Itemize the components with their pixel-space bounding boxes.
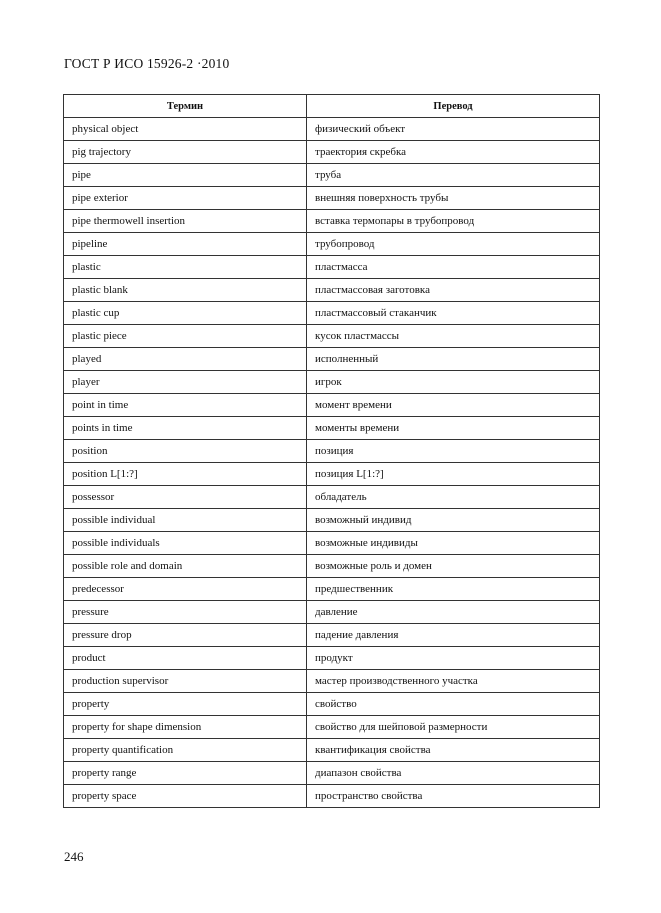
translation-cell: предшественник [307, 578, 600, 601]
term-cell: property quantification [64, 739, 307, 762]
term-cell: possible individuals [64, 532, 307, 555]
translation-cell: моменты времени [307, 417, 600, 440]
term-cell: possible role and domain [64, 555, 307, 578]
term-cell: points in time [64, 417, 307, 440]
document-header: ГОСТ Р ИСО 15926-2 ·2010 [64, 56, 230, 71]
table-row [64, 555, 600, 578]
table-row [64, 164, 600, 187]
table-row [64, 578, 600, 601]
table-row [64, 371, 600, 394]
term-cell: pig trajectory [64, 141, 307, 164]
term-cell: property space [64, 785, 307, 808]
translation-cell: вставка термопары в трубопровод [307, 210, 600, 233]
table-row [64, 233, 600, 256]
table-row [64, 693, 600, 716]
term-cell: production supervisor [64, 670, 307, 693]
translation-cell: квантификация свойства [307, 739, 600, 762]
term-cell: product [64, 647, 307, 670]
term-cell: possible individual [64, 509, 307, 532]
table-row [64, 256, 600, 279]
table-row [64, 141, 600, 164]
translation-cell: падение давления [307, 624, 600, 647]
translation-cell: траектория скребка [307, 141, 600, 164]
table-row [64, 325, 600, 348]
translation-cell: диапазон свойства [307, 762, 600, 785]
term-cell: plastic piece [64, 325, 307, 348]
table-row [64, 647, 600, 670]
term-cell: pipe [64, 164, 307, 187]
term-cell: position [64, 440, 307, 463]
term-cell: physical object [64, 118, 307, 141]
translation-cell: кусок пластмассы [307, 325, 600, 348]
term-cell: player [64, 371, 307, 394]
translation-cell: давление [307, 601, 600, 624]
table-row [64, 601, 600, 624]
table-row [64, 348, 600, 371]
column-header-term: Термин [64, 95, 307, 118]
translation-cell: пластмассовый стаканчик [307, 302, 600, 325]
table-row [64, 785, 600, 808]
translation-cell: возможные индивиды [307, 532, 600, 555]
translation-cell: позиция L[1:?] [307, 463, 600, 486]
table-row [64, 486, 600, 509]
term-cell: played [64, 348, 307, 371]
translation-cell: свойство для шейповой размерности [307, 716, 600, 739]
term-cell: pressure [64, 601, 307, 624]
table-row [64, 624, 600, 647]
table-row [64, 118, 600, 141]
term-cell: pipe exterior [64, 187, 307, 210]
translation-cell: момент времени [307, 394, 600, 417]
translation-cell: труба [307, 164, 600, 187]
translation-cell: пластмасса [307, 256, 600, 279]
table-row [64, 302, 600, 325]
term-cell: plastic [64, 256, 307, 279]
table-row [64, 417, 600, 440]
term-cell: property range [64, 762, 307, 785]
translation-cell: обладатель [307, 486, 600, 509]
table-row [64, 716, 600, 739]
table-row [64, 762, 600, 785]
translation-cell: пластмассовая заготовка [307, 279, 600, 302]
table-row [64, 394, 600, 417]
translation-cell: свойство [307, 693, 600, 716]
translation-cell: исполненный [307, 348, 600, 371]
translation-cell: возможный индивид [307, 509, 600, 532]
term-cell: pressure drop [64, 624, 307, 647]
term-cell: pipe thermowell insertion [64, 210, 307, 233]
table-row [64, 463, 600, 486]
translation-cell: возможные роль и домен [307, 555, 600, 578]
translation-cell: продукт [307, 647, 600, 670]
translation-cell: трубопровод [307, 233, 600, 256]
table-row [64, 187, 600, 210]
term-cell: predecessor [64, 578, 307, 601]
translation-cell: внешняя поверхность трубы [307, 187, 600, 210]
table-row [64, 440, 600, 463]
term-cell: plastic blank [64, 279, 307, 302]
table-row [64, 279, 600, 302]
table-row [64, 509, 600, 532]
translation-cell: игрок [307, 371, 600, 394]
term-cell: pipeline [64, 233, 307, 256]
glossary-table [63, 94, 600, 808]
translation-cell: мастер производственного участка [307, 670, 600, 693]
term-cell: point in time [64, 394, 307, 417]
term-cell: property for shape dimension [64, 716, 307, 739]
page-number: 246 [64, 849, 84, 864]
translation-cell: физический объект [307, 118, 600, 141]
table-row [64, 532, 600, 555]
table-row [64, 670, 600, 693]
table-row [64, 210, 600, 233]
term-cell: plastic cup [64, 302, 307, 325]
translation-cell: позиция [307, 440, 600, 463]
table-row [64, 739, 600, 762]
column-header-translation: Перевод [307, 95, 600, 118]
translation-cell: пространство свойства [307, 785, 600, 808]
table-header-row [64, 95, 600, 118]
term-cell: property [64, 693, 307, 716]
term-cell: position L[1:?] [64, 463, 307, 486]
term-cell: possessor [64, 486, 307, 509]
